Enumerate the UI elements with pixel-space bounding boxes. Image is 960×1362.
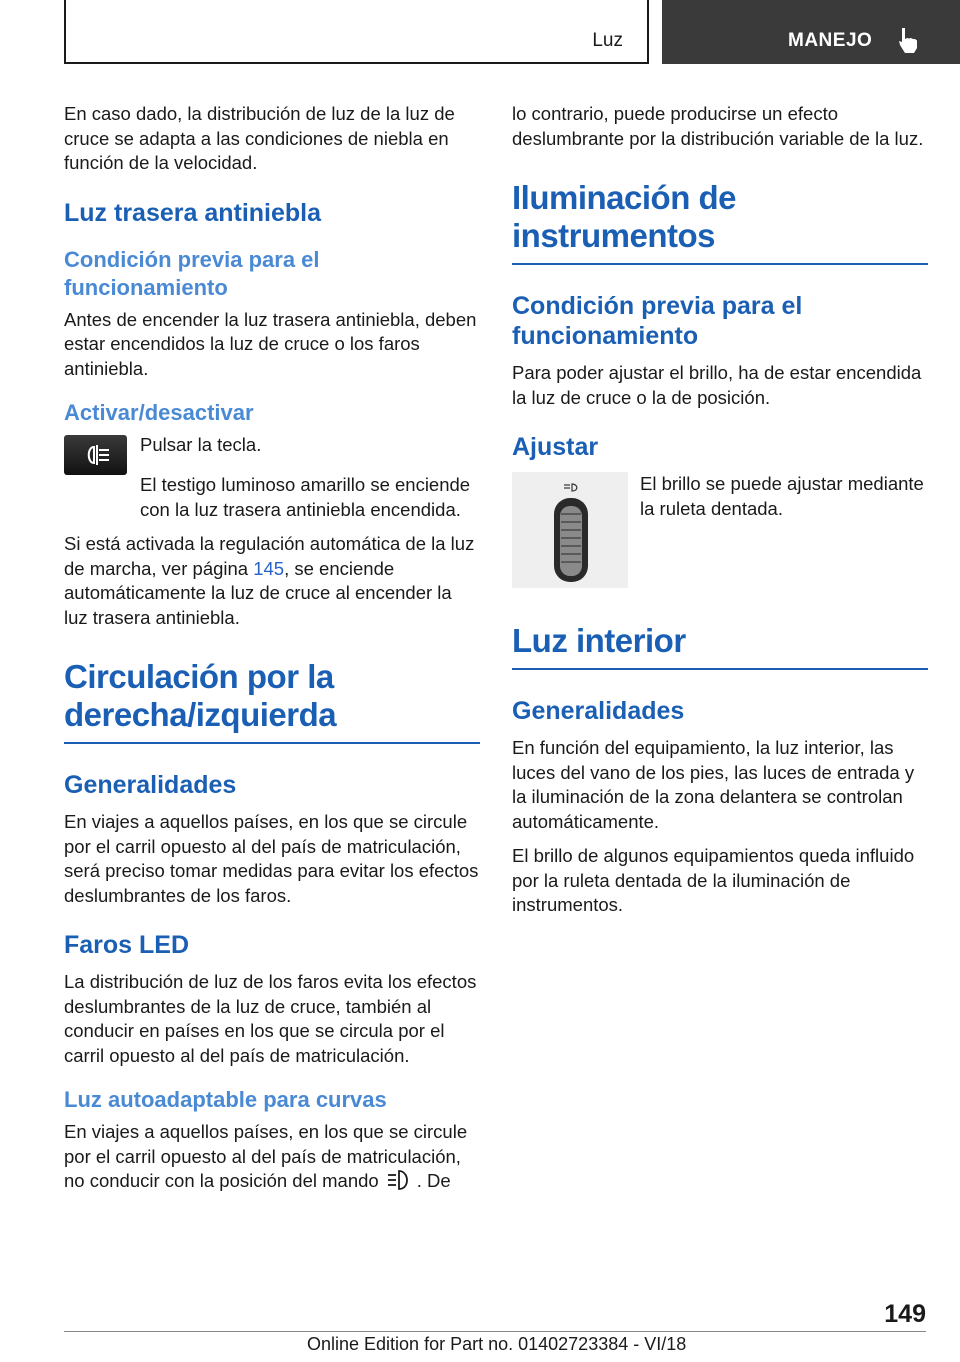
heading-led-headlights: Faros LED — [64, 931, 190, 959]
heading-activate: Activar/desactivar — [64, 400, 254, 425]
rear-fog-key-block — [64, 433, 480, 477]
heading-adjust: Ajustar — [512, 433, 599, 461]
rear-fog-light-icon — [84, 444, 110, 466]
heading-instrument-lighting: Iluminación de instrumentos — [512, 179, 928, 265]
paragraph-auto-light — [64, 532, 480, 630]
paragraph-precondition: Para poder ajustar el brillo, ha de estar encendida la luz de cruce o la de posición. — [512, 362, 922, 408]
heading-rear-fog-light: Luz trasera antiniebla — [64, 198, 322, 227]
left-column — [64, 102, 480, 1204]
paragraph-curve — [64, 1120, 480, 1194]
paragraph-continuation: lo contrario, puede producirse un efecto deslumbrante por la distribución variable de la luz. — [512, 103, 924, 149]
indicator-text: El testigo luminoso amarillo se enciende con la luz trasera antiniebla encendida. — [140, 474, 471, 520]
footer-divider — [64, 1331, 926, 1332]
right-column — [512, 102, 928, 928]
section-title: Luz — [592, 30, 623, 51]
thumbwheel-image — [512, 472, 628, 588]
paragraph-indicator — [64, 473, 480, 522]
heading-traffic-side: Circulación por la derecha/izquierda — [64, 658, 480, 744]
paragraph-precondition: Antes de encender la luz trasera antiniebla, deben estar encendidos la luz de cruce o los faros antiniebla. — [64, 308, 477, 379]
curve-text-b: . De — [416, 1170, 451, 1191]
heading-general: Generalidades — [512, 697, 685, 725]
edition-note: Online Edition for Part no. 01402723384 - VI/18 — [307, 1334, 687, 1354]
paragraph-adjust: El brillo se puede ajustar mediante la ruleta dentada. — [640, 473, 924, 519]
paragraph-general: En viajes a aquellos países, en los que se circule por el carril opuesto al del país de matriculación, será preciso tomar medidas para evitar los efectos deslumbrantes de los faros. — [64, 811, 479, 906]
heading-precondition: Condición previa para el funcionamiento — [64, 246, 320, 300]
thumbwheel-block — [512, 472, 928, 590]
heading-adaptive-curve-light: Luz autoadaptable para curvas — [64, 1087, 387, 1112]
pointing-hand-icon — [896, 26, 922, 54]
chapter-title: MANEJO — [788, 30, 873, 51]
thumbwheel-icon — [546, 478, 596, 582]
page-reference-link[interactable]: 145 — [253, 557, 285, 579]
chapter-tab — [662, 0, 960, 64]
paragraph-intro: En caso dado, la distribución de luz de la luz de cruce se adapta a las condiciones de niebla en función de la velocidad. — [64, 103, 455, 173]
page-number: 149 — [884, 1300, 926, 1328]
heading-precondition: Condición previa para el funcionamiento — [512, 292, 803, 350]
paragraph-general-2: El brillo de algunos equipamientos queda influido por la ruleta dentada de la iluminación de instrumentos. — [512, 845, 915, 915]
paragraph-general-1: En función del equipamiento, la luz interior, las luces del vano de los pies, las luces de entrada y la iluminación de la zona delantera se controlan automáticamente. — [512, 737, 915, 832]
heading-interior-light: Luz interior — [512, 622, 928, 670]
auto-light-text-b: , se enciende automáticamente la luz de cruce al encender la luz trasera antiniebla. — [64, 557, 452, 628]
auto-headlight-switch-icon — [385, 1169, 411, 1191]
heading-general: Generalidades — [64, 771, 237, 799]
rear-fog-button-image — [64, 435, 127, 475]
curve-text-a: En viajes a aquellos países, en los que se circule por el carril opuesto al del país de matriculación, no conducir con la posición del mando — [64, 1121, 468, 1191]
paragraph-led: La distribución de luz de los faros evita los efectos deslumbrantes de la luz de cruce, también al conducir en países en los que se circula por el carril opuesto al del país de matriculación. — [64, 971, 477, 1066]
auto-light-text-a: Si está activada la regulación automática de la luz de marcha, ver página — [64, 533, 475, 579]
paragraph-press-key: Pulsar la tecla. — [140, 434, 262, 455]
header-section-box — [64, 0, 649, 64]
